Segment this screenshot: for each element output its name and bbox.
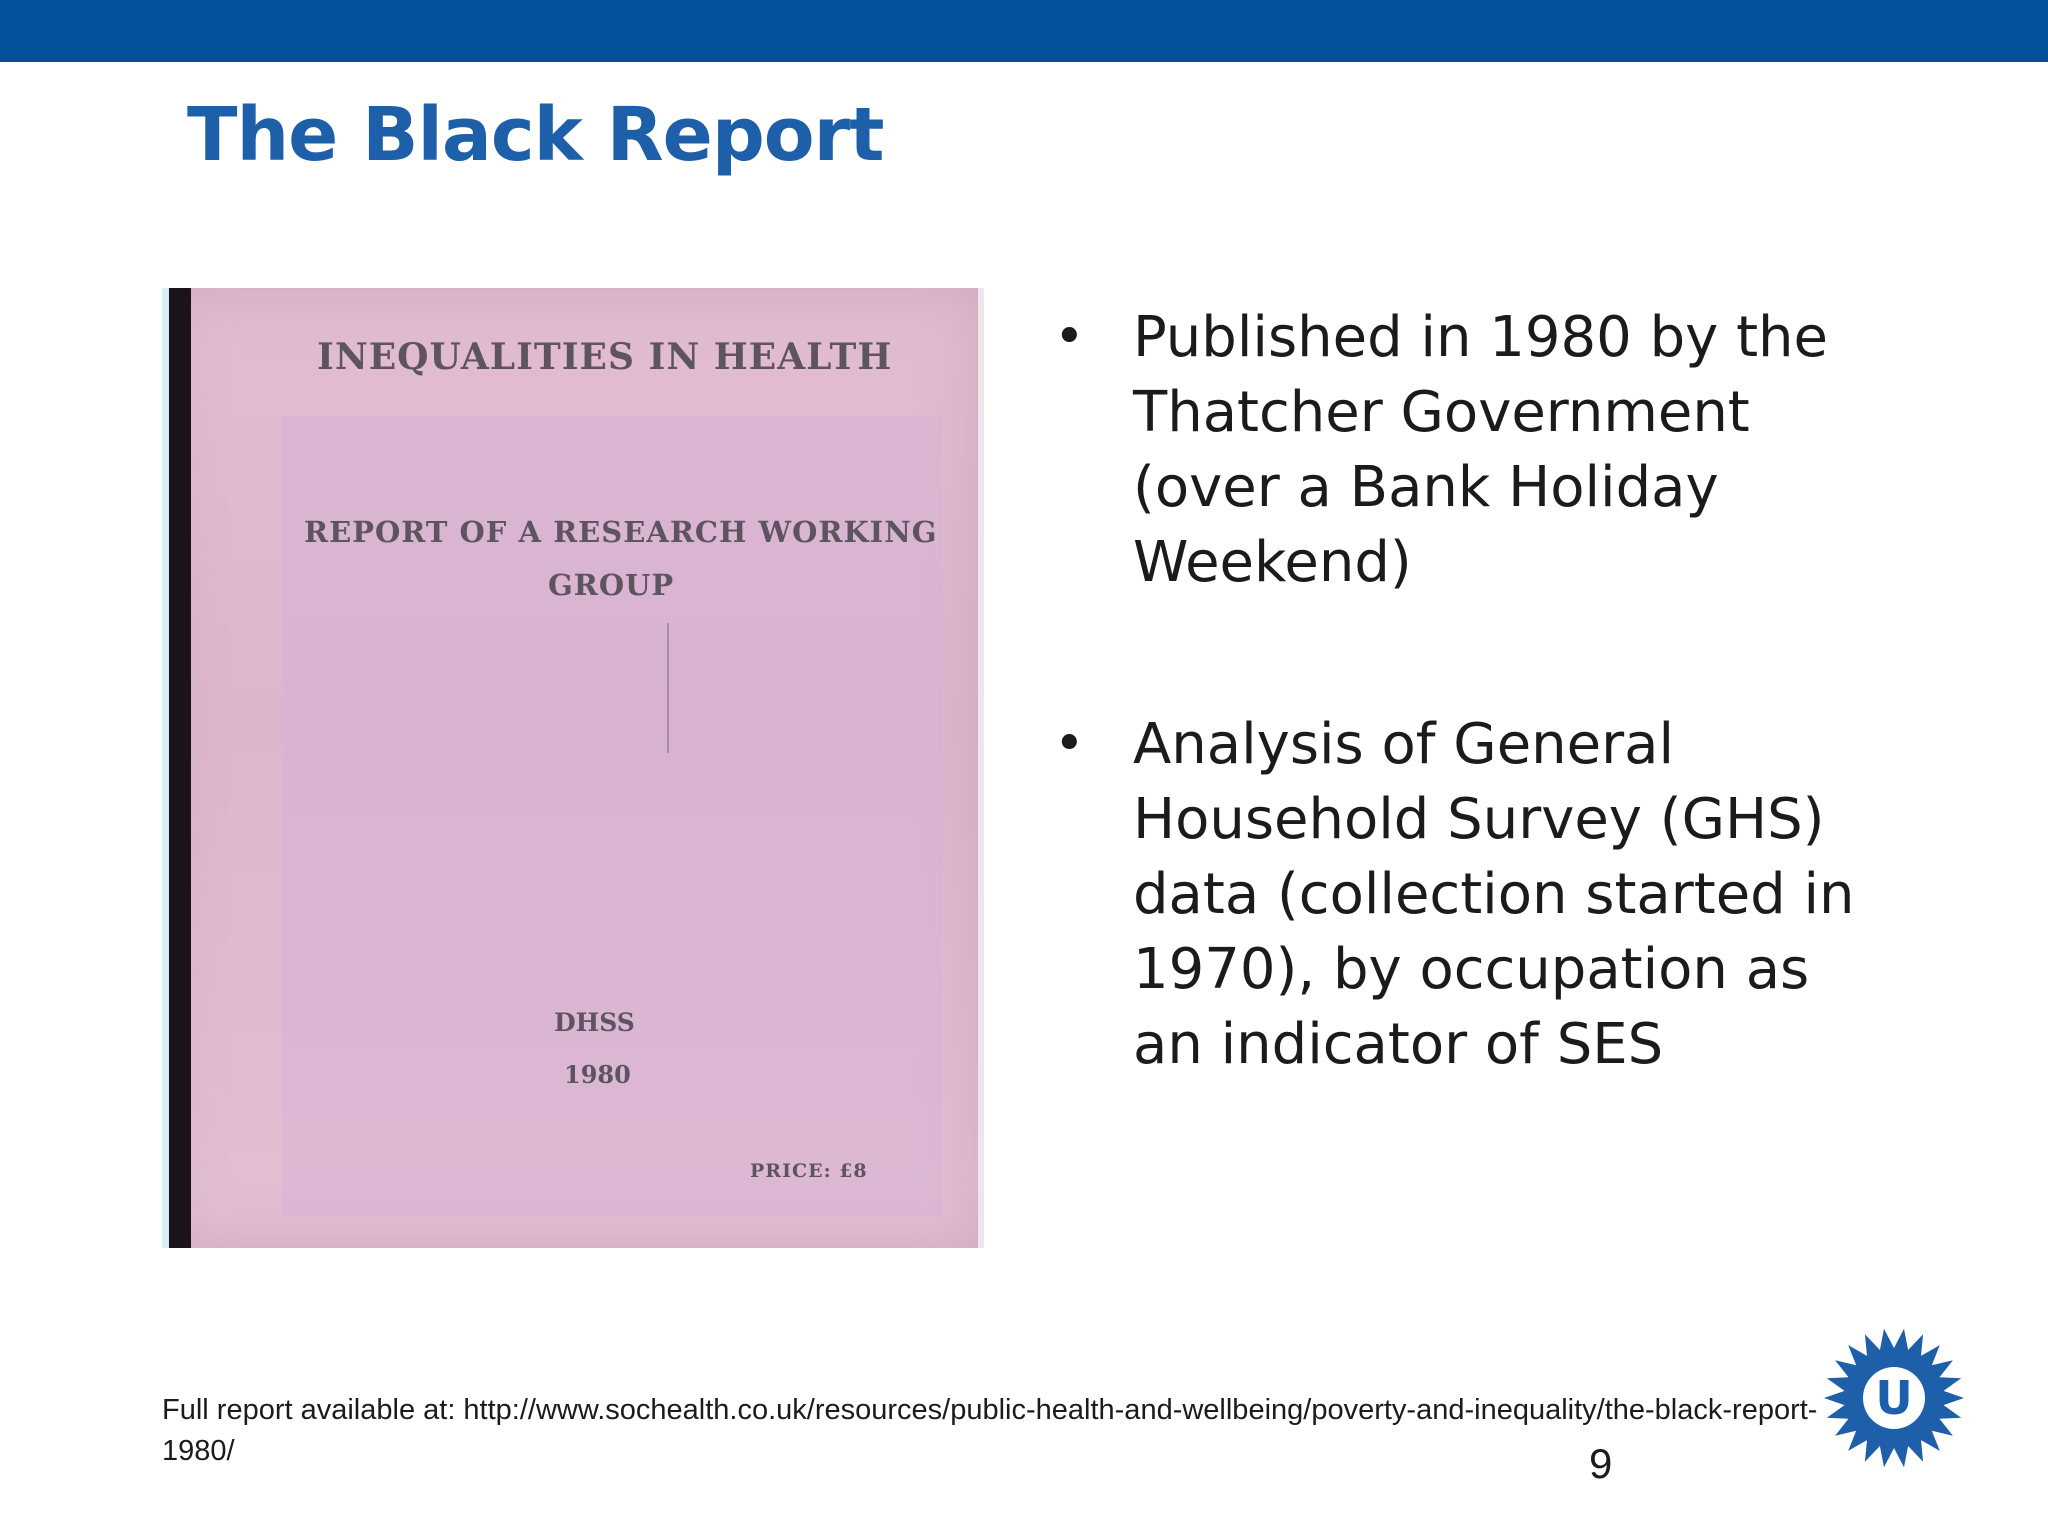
slide-title: The Black Report bbox=[187, 92, 884, 178]
bullet-marker: • bbox=[1054, 307, 1085, 367]
footnote-link[interactable]: Full report available at: http://www.sochealth.co.uk/resources/public-health-and-wellbeing/poverty-and-inequality/the-black-report-1980/ bbox=[162, 1394, 1818, 1467]
cover-publisher: DHSS bbox=[554, 1008, 635, 1037]
logo-letter: U bbox=[1875, 1371, 1913, 1425]
cover-left-edge bbox=[162, 288, 169, 1248]
university-logo-icon bbox=[1822, 1326, 1966, 1470]
cover-price: PRICE: £8 bbox=[750, 1160, 868, 1182]
cover-spine bbox=[169, 288, 191, 1248]
cover-subtitle-line1: REPORT OF A RESEARCH WORKING bbox=[304, 515, 938, 549]
page-number: 9 bbox=[1589, 1440, 1613, 1487]
bullet-text: Analysis of General Household Survey (GHS) data (collection started in 1970), by occupation as an indicator of SES bbox=[1133, 712, 1855, 1077]
cover-right-edge bbox=[978, 288, 984, 1248]
report-cover-image bbox=[162, 288, 984, 1248]
cover-subtitle-line2: GROUP bbox=[548, 568, 675, 602]
bullet-marker: • bbox=[1054, 714, 1085, 774]
cover-crease bbox=[667, 623, 669, 753]
cover-title: INEQUALITIES IN HEALTH bbox=[317, 336, 893, 378]
bullet-text: Published in 1980 by the Thatcher Government (over a Bank Holiday Weekend) bbox=[1133, 305, 1828, 595]
cover-year: 1980 bbox=[564, 1060, 631, 1089]
header-bar bbox=[0, 0, 2048, 62]
